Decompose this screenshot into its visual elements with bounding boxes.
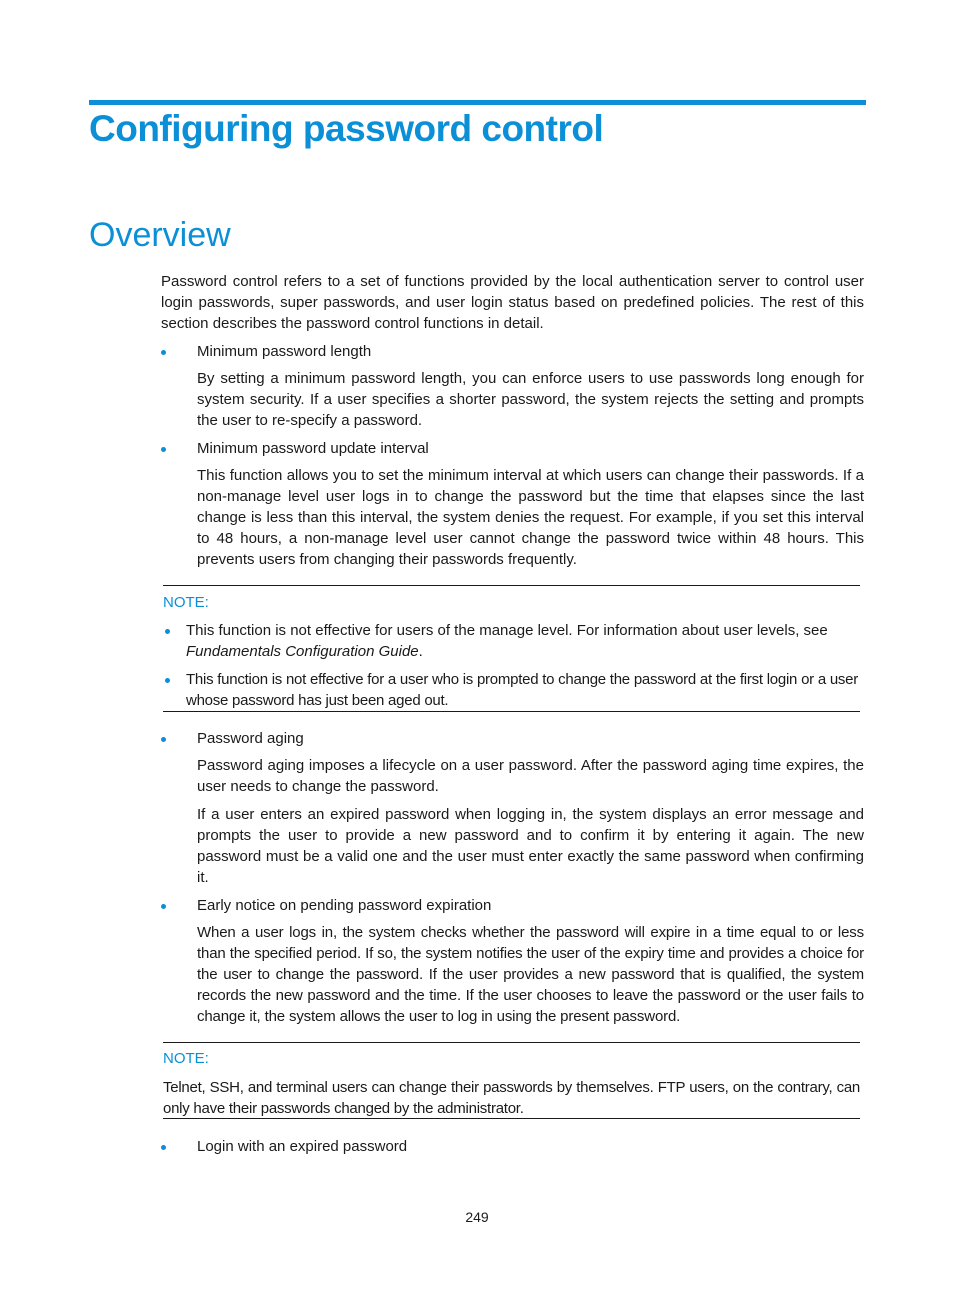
list-item-label: Login with an expired password (197, 1138, 408, 1155)
bullet-icon (161, 904, 166, 909)
note-item-text: This function is not effective for a user who is prompted to change the password at the first login or a user whose password has just been aged out. (186, 671, 859, 709)
guide-reference: Fundamentals Configuration Guide (186, 643, 419, 660)
feature-description: If a user enters an expired password when logging in, the system displays an error message and prompts the user to provide a new password and to confirm it by entering it again. The new password must be a valid one and the user must enter exactly the same password when confirming it. (197, 806, 864, 886)
bullet-icon (161, 350, 166, 355)
feature-description: Password aging imposes a lifecycle on a user password. After the password aging time expires, the user needs to change the password. (197, 757, 864, 795)
note-label: NOTE: (163, 594, 209, 611)
list-item-label: Minimum password length (197, 343, 372, 360)
feature-description: When a user logs in, the system checks whether the password will expire in a time equal to or less than the specified period. If so, the system notifies the user of the expiry time and provides a choice for the user to change the password. If the user provides a new password that is qualified, the system records the new password and the time. If the user chooses to leave the password or the user fails to change it, the system allows the user to log in using the present password. (197, 924, 864, 1025)
note-label: NOTE: (163, 1050, 209, 1067)
bullet-icon (161, 1145, 166, 1150)
note-bottom-rule (163, 1118, 860, 1119)
feature-description: By setting a minimum password length, you can enforce users to use passwords long enough for system security. If a user specifies a shorter password, the system rejects the setting and prompts the user to re-specify a password. (197, 370, 864, 429)
note-bottom-rule (163, 711, 860, 712)
feature-description: This function allows you to set the minimum interval at which users can change their passwords. If a non-manage level user logs in to change the password but the time that elapses since the last change is less than this interval, the system denies the request. For example, if you set this interval to 48 hours, a non-manage level user cannot change the password twice within 48 hours. This prevents users from changing their passwords frequently. (197, 467, 864, 568)
intro-paragraph: Password control refers to a set of functions provided by the local authentication server to control user login passwords, super passwords, and user login status based on predefined policies. The rest of this section describes the password control functions in detail. (161, 273, 864, 332)
note-top-rule (163, 1042, 860, 1043)
bullet-icon (165, 629, 170, 634)
list-item-label: Password aging (197, 730, 304, 747)
note-list-item (163, 620, 860, 662)
bullet-icon (161, 447, 166, 452)
list-item-label: Early notice on pending password expiration (197, 897, 492, 914)
note-top-rule (163, 585, 860, 586)
note-text: Telnet, SSH, and terminal users can change their passwords by themselves. FTP users, on the contrary, can only have their passwords changed by the administrator. (163, 1079, 860, 1117)
list-item-label: Minimum password update interval (197, 440, 429, 457)
note-item-text: This function is not effective for users of the manage level. For information about user levels, see (186, 622, 828, 639)
note-list-item (163, 669, 860, 711)
chapter-title: Configuring password control (89, 108, 604, 149)
section-title: Overview (89, 216, 231, 254)
bullet-icon (161, 737, 166, 742)
bullet-icon (165, 678, 170, 683)
chapter-rule (89, 100, 866, 105)
note-item-tail: . (418, 643, 423, 660)
page-number: 249 (465, 1209, 489, 1225)
